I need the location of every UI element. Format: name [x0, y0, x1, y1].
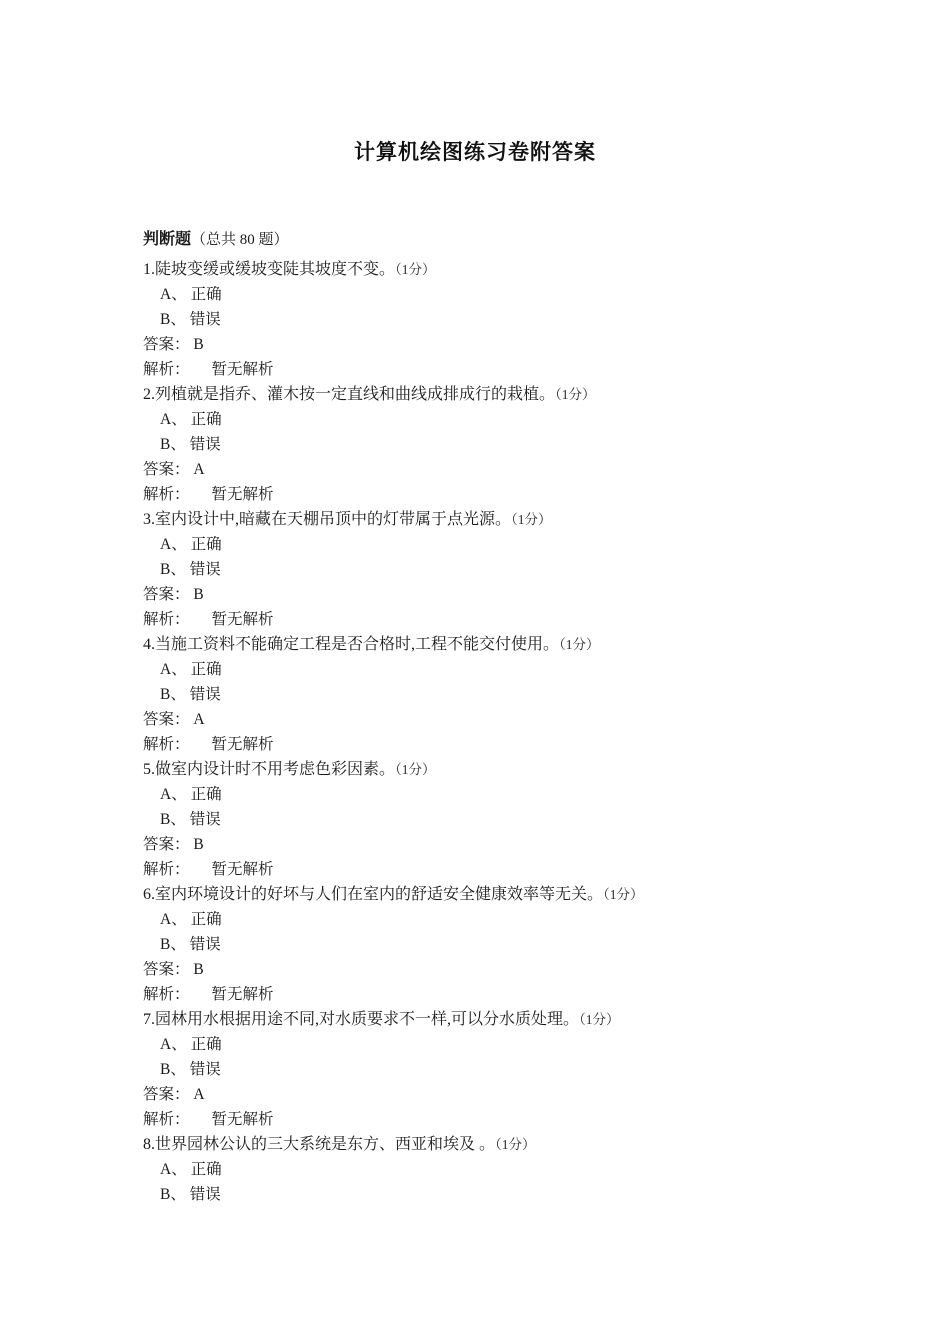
- question-option: A、 正确: [160, 911, 222, 928]
- answer-label: 答案：: [143, 961, 190, 978]
- question-option: B、 错误: [160, 936, 221, 953]
- question-text: 3.室内设计中,暗藏在天棚吊顶中的灯带属于点光源。: [143, 511, 512, 528]
- answer-value: B: [193, 836, 204, 853]
- question-stem: [143, 1132, 830, 1157]
- analysis-value: 暂无解析: [211, 736, 274, 753]
- answer-value: B: [193, 336, 204, 353]
- question-answer: [143, 832, 830, 857]
- analysis-label: 解析：: [143, 611, 190, 628]
- analysis-label: 解析：: [143, 861, 190, 878]
- analysis-value: 暂无解析: [211, 1111, 274, 1128]
- question-option: B、 错误: [160, 561, 221, 578]
- question-item: [143, 382, 830, 507]
- question-option: B、 错误: [160, 686, 221, 703]
- question-option: B、 错误: [160, 1061, 221, 1078]
- question-answer: [143, 957, 830, 982]
- section-heading: [143, 226, 830, 253]
- question-answer: [143, 1082, 830, 1107]
- question-option: A、 正确: [160, 661, 222, 678]
- analysis-value: 暂无解析: [211, 861, 274, 878]
- question-score: （1分）: [559, 637, 600, 652]
- analysis-label: 解析：: [143, 736, 190, 753]
- question-analysis: [143, 357, 830, 382]
- question-text: 4.当施工资料不能确定工程是否合格时,工程不能交付使用。: [143, 636, 560, 653]
- question-text: 2.列植就是指乔、灌木按一定直线和曲线成排成行的栽植。: [143, 386, 556, 403]
- answer-value: B: [193, 961, 204, 978]
- section-count: （总共 80 题）: [191, 232, 289, 248]
- question-text: 1.陡坡变缓或缓坡变陡其坡度不变。: [143, 261, 396, 278]
- question-analysis: [143, 607, 830, 632]
- question-answer: [143, 582, 830, 607]
- question-item: [143, 1132, 830, 1207]
- analysis-label: 解析：: [143, 361, 190, 378]
- question-answer: [143, 332, 830, 357]
- question-stem: [143, 1007, 830, 1032]
- question-text: 5.做室内设计时不用考虑色彩因素。: [143, 761, 396, 778]
- document-body: [0, 226, 950, 1207]
- question-item: [143, 1007, 830, 1132]
- question-option: B、 错误: [160, 311, 221, 328]
- question-analysis: [143, 732, 830, 757]
- question-analysis: [143, 482, 830, 507]
- question-option: A、 正确: [160, 286, 222, 303]
- answer-label: 答案：: [143, 836, 190, 853]
- question-option: B、 错误: [160, 811, 221, 828]
- answer-value: B: [193, 586, 204, 603]
- answer-value: A: [193, 711, 205, 728]
- question-score: （1分）: [555, 387, 596, 402]
- question-score: （1分）: [603, 887, 644, 902]
- answer-label: 答案：: [143, 711, 190, 728]
- question-text: 8.世界园林公认的三大系统是东方、西亚和埃及 。: [143, 1136, 496, 1153]
- analysis-label: 解析：: [143, 1111, 190, 1128]
- question-score: （1分）: [495, 1137, 536, 1152]
- question-text: 6.室内环境设计的好坏与人们在室内的舒适安全健康效率等无关。: [143, 886, 604, 903]
- question-option: B、 错误: [160, 1186, 221, 1203]
- question-item: [143, 882, 830, 1007]
- question-stem: [143, 257, 830, 282]
- question-option: A、 正确: [160, 786, 222, 803]
- question-analysis: [143, 857, 830, 882]
- question-option: A、 正确: [160, 1161, 222, 1178]
- analysis-value: 暂无解析: [211, 986, 274, 1003]
- section-name: 判断题: [143, 231, 192, 248]
- question-score: （1分）: [511, 512, 552, 527]
- question-score: （1分）: [395, 262, 436, 277]
- question-stem: [143, 632, 830, 657]
- question-stem: [143, 757, 830, 782]
- question-item: [143, 507, 830, 632]
- question-answer: [143, 707, 830, 732]
- question-item: [143, 257, 830, 382]
- question-answer: [143, 457, 830, 482]
- analysis-value: 暂无解析: [211, 361, 274, 378]
- question-score: （1分）: [395, 762, 436, 777]
- question-text: 7.园林用水根据用途不同,对水质要求不一样,可以分水质处理。: [143, 1011, 580, 1028]
- question-option: B、 错误: [160, 436, 221, 453]
- question-option: A、 正确: [160, 411, 222, 428]
- answer-label: 答案：: [143, 1086, 190, 1103]
- question-stem: [143, 882, 830, 907]
- answer-label: 答案：: [143, 461, 190, 478]
- question-item: [143, 757, 830, 882]
- analysis-label: 解析：: [143, 986, 190, 1003]
- question-item: [143, 632, 830, 757]
- question-analysis: [143, 1107, 830, 1132]
- answer-value: A: [193, 1086, 205, 1103]
- analysis-label: 解析：: [143, 486, 190, 503]
- question-stem: [143, 507, 830, 532]
- analysis-value: 暂无解析: [211, 611, 274, 628]
- question-stem: [143, 382, 830, 407]
- question-option: A、 正确: [160, 1036, 222, 1053]
- answer-value: A: [193, 461, 205, 478]
- question-analysis: [143, 982, 830, 1007]
- analysis-value: 暂无解析: [211, 486, 274, 503]
- question-option: A、 正确: [160, 536, 222, 553]
- question-score: （1分）: [579, 1012, 620, 1027]
- answer-label: 答案：: [143, 586, 190, 603]
- answer-label: 答案：: [143, 336, 190, 353]
- page-title: 计算机绘图练习卷附答案: [354, 141, 596, 164]
